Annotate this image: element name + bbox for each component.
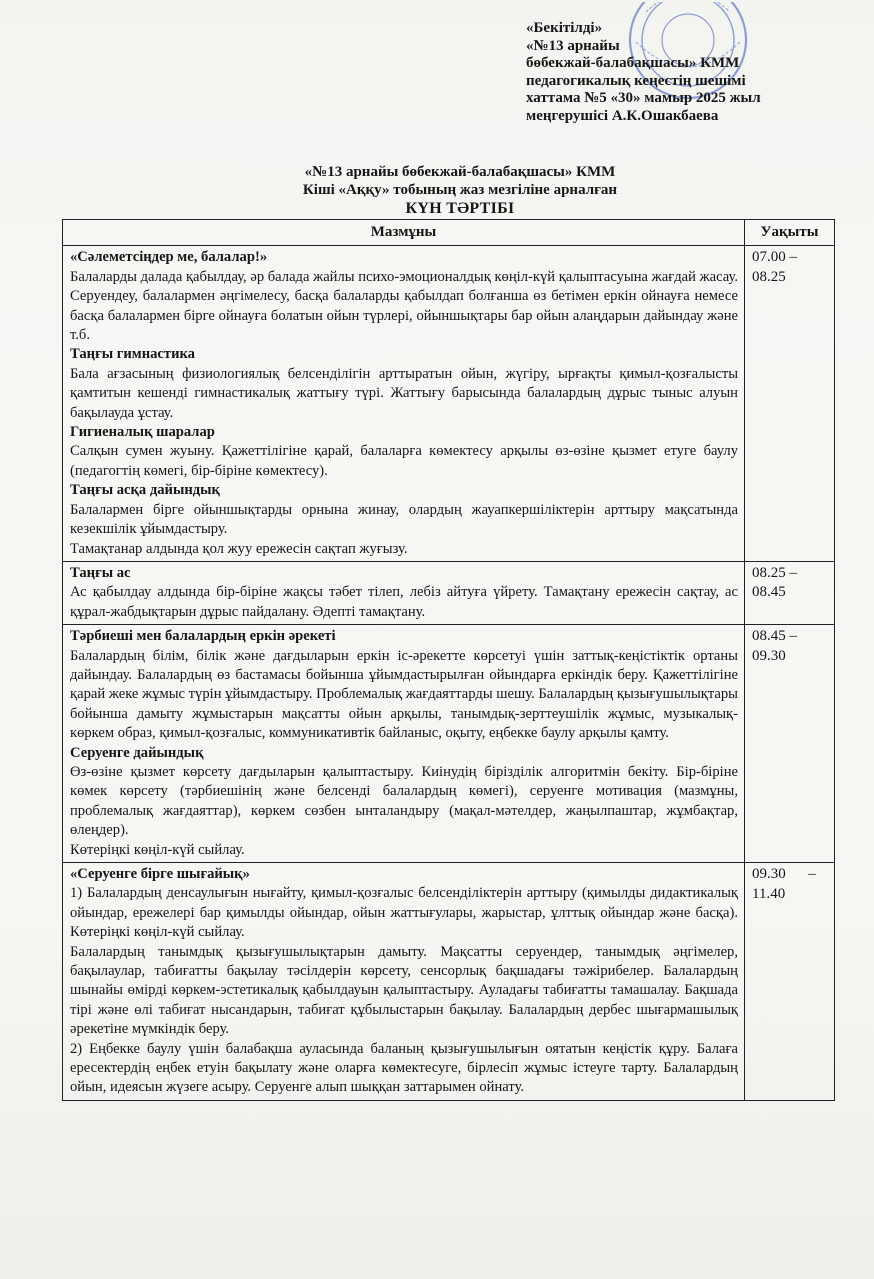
section-text: Ас қабылдау алдында бір-біріне жақсы тәбет тілеп, лебіз айтуға үйрету. Тамақтану ережесін сақтау, ас құрал-жабдықтарын дұрыс пайдалану. Әдепті тамақтану.: [70, 584, 738, 620]
section-title: Серуенге дайындық: [70, 744, 204, 761]
section-text: 1) Балалардың денсаулығын нығайту, қимыл-қозғалыс белсенділіктерін арттыру (қимылды дидактикалық ойындар, ережелері бар қимылды ойындар, ойын жаттығулары, жарыстар, ұлттық ойындар және басқа). Көтеріңкі көңіл-күй сыйлау.: [70, 885, 738, 941]
time-end: 11.40: [752, 885, 786, 902]
section-text: Көтеріңкі көңіл-күй сыйлау.: [70, 841, 245, 858]
time-cell: [745, 863, 835, 1101]
group-heading: Кіші «Аққу» тобының жаз мезгіліне арналған: [302, 182, 618, 198]
organization-heading: «№13 арнайы бөбекжай-балабақшасы» КММ: [304, 164, 616, 180]
approval-line: «№13 арнайы: [526, 37, 620, 54]
section-title: Таңғы асқа дайындық: [70, 482, 220, 499]
content-cell: [63, 625, 745, 863]
time-cell: [745, 561, 835, 624]
time-cell: [745, 246, 835, 562]
column-header-content: Мазмұны: [63, 220, 745, 246]
section-title: Тәрбиеші мен балалардың еркін әрекеті: [70, 628, 336, 645]
section-text: Балалардың танымдық қызығушылықтарын дамыту. Мақсатты серуендер, танымдық әңгімелер, бақылаулар, табиғатты бақылау тәсілдерін көрсету, сенсорлық бақшадағы тәжірибелер. Балалардың шынайы өмірді көркем-эстетикалық қабылдауын қалыптастыру. Ауладағы табиғатты тамашалау. Бақшада тірі және өлі табиғат нысандарын, табиғат құбылыстарын бақылау. Балалардың дербес шығармашылық әрекетіне мүмкіндік беру.: [70, 943, 738, 1038]
time-start: 08.25 –: [752, 564, 797, 581]
content-cell: [63, 863, 745, 1101]
table-row: [63, 561, 835, 624]
approval-line: педагогикалық кеңестің шешімі: [526, 72, 746, 89]
time-end: 08.25: [752, 268, 786, 285]
table-row: [63, 246, 835, 562]
time-start: 08.45 –: [752, 628, 797, 645]
table-row: [63, 625, 835, 863]
section-text: Балалардың білім, білік және дағдыларын еркін іс-әрекетте көрсетуі үшін заттық-кеңістіктік ортаны дайындау. Балалардың өз бастамасы бойынша ұйымдастырылған ойындарға еркіндік беру. Қажеттілігіне қарай жеке жұмыс түрін ұйымдастыру. Проблемалық жағдаяттарды шешу. Балалардың қызығушылықтары бойынша дамыту жұмыстарын мақсатты ойын арқылы, танымдық-зерттеушілік жұмыс, музыкалық-көркем образ, қимыл-қозғалыс, коммуникативтік байланыс, оқыту, еңбекке баулу арқылы қамту.: [70, 647, 738, 742]
section-text: 2) Еңбекке баулу үшін балабақша ауласында баланың қызығушылығын оятатын кеңістік құру. Балаға ересектердің еңбек етуін бақылату және оларға көмектесуге, бірлесіп жұмыс істеуге тарту. Балалардың ойын, идеясын жүзеге асыру. Серуенге алып шыққан заттарымен ойнату.: [70, 1040, 738, 1096]
approval-line: «Бекітілді»: [526, 20, 603, 36]
table-header-row: [63, 220, 835, 246]
content-cell: [63, 561, 745, 624]
section-title: «Сәлеметсіңдер ме, балалар!»: [70, 249, 268, 266]
schedule-table: [62, 219, 835, 1101]
section-text: Балаларды далада қабылдау, әр балада жайлы психо-эмоционалдық көңіл-күй қалыптасуына жағдай жасау. Серуендеу, балалармен әңгімелесу, басқа балаларды қабылдап болғанша өз бетімен еркін ойнауға немесе басқа балалармен бірге ойнауға болатын ойын түрлері, ойыншықтары бар ойын алаңдарын дайындау және т.б.: [70, 268, 738, 344]
approval-line: меңгерушісі А.К.Ошакбаева: [526, 107, 719, 124]
section-text: Тамақтанар алдында қол жуу ережесін сақтап жуғызу.: [70, 540, 408, 557]
section-text: Өз-өзіне қызмет көрсету дағдыларын қалыптастыру. Киінудің біріздiлік алгоритмін бекіту. Бір-біріне көмек көрсету (тәрбиешінің және белсенді балалардың көмегі), серуенге мотивация (мазмұны, проблемалық жағдаяттар), көркем сөзбен ынталандыру (мақал-мәтелдер, жаңылпаштар, жұмбақтар, өлеңдер).: [70, 763, 738, 839]
table-row: [63, 863, 835, 1101]
approval-line: хаттама №5 «30» мамыр 2025 жыл: [526, 90, 761, 106]
time-end: 09.30: [752, 647, 786, 664]
section-title: Гигиеналық шаралар: [70, 424, 215, 441]
content-cell: [63, 246, 745, 562]
section-text: Салқын сумен жуыну. Қажеттілігіне қарай, балаларға көмектесу арқылы өз-өзіне қызмет етуге баулу (педагогтің көмегі, бір-біріне көмектесу).: [70, 443, 738, 479]
time-cell: [745, 625, 835, 863]
page-title: КҮН ТӘРТІБІ: [405, 200, 515, 217]
time-end: 08.45: [752, 584, 786, 601]
time-start: 07.00 –: [752, 249, 797, 266]
section-title: Таңғы гимнастика: [70, 346, 195, 363]
section-text: Балалармен бірге ойыншықтарды орнына жинау, олардың жауапкершіліктерін арттыру мақсатында кезекшілік ұйымдастыру.: [70, 501, 738, 538]
time-start: 09.30 –: [752, 866, 816, 882]
section-title: «Серуенге бірге шығайық»: [70, 866, 250, 882]
section-title: Таңғы ас: [70, 564, 131, 581]
section-text: Бала ағзасының физиологиялық белсенділігін арттыратын ойын, жүгіру, ырғақты қимыл-қозғалысты қамтитын кешенді гимнастикалық жаттығу түрі. Жаттығу барысында балалардың дұрыс тыныс алуын бақылауда ұстау.: [70, 365, 738, 421]
approval-line: бөбекжай-балабақшасы» КММ: [526, 55, 740, 71]
approval-block: [526, 20, 866, 125]
column-header-time: Уақыты: [745, 220, 835, 246]
